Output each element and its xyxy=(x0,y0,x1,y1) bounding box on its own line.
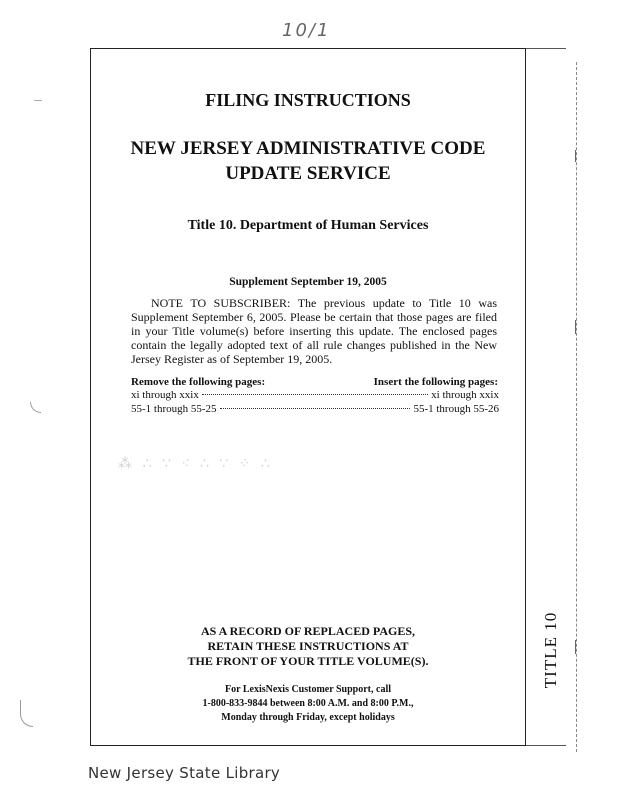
retain-line-3: THE FRONT OF YOUR TITLE VOLUME(S). xyxy=(187,654,429,668)
page-replacement-row xyxy=(131,389,499,403)
remove-range: xi through xxix xyxy=(131,389,199,401)
subscriber-note xyxy=(131,296,497,366)
tab-top-edge xyxy=(526,48,566,49)
remove-range: 55-1 through 55-25 xyxy=(131,403,217,415)
page-replacement-row xyxy=(131,403,499,417)
subscriber-note-text: NOTE TO SUBSCRIBER: The previous update to Title 10 was Supplement September 6, 2005. Please be certain that those pages are filed in your Title volume(s) before inserting this update. The enclosed pages contain the legally adopted text of all rule changes published in the New Jersey Register as of September 19, 2005. xyxy=(131,296,497,366)
retain-line-1: AS A RECORD OF REPLACED PAGES, xyxy=(200,624,416,638)
tab-outer-edge xyxy=(576,62,577,752)
tab-bottom-edge xyxy=(526,745,566,746)
insert-range: xi through xxix xyxy=(431,389,499,401)
library-stamp: New Jersey State Library xyxy=(88,764,281,782)
filing-instructions-heading: FILING INSTRUCTIONS xyxy=(205,90,411,110)
customer-support-info xyxy=(90,683,526,725)
insert-range: 55-1 through 55-26 xyxy=(413,403,499,415)
support-line-3: Monday through Friday, except holidays xyxy=(221,712,395,723)
scan-artifact xyxy=(20,700,33,727)
handwritten-annotation: 10/1 xyxy=(282,20,331,41)
department-title: Title 10. Department of Human Services xyxy=(187,218,429,233)
scan-artifact xyxy=(30,402,41,413)
title-tab-label: TITLE 10 xyxy=(541,611,561,689)
supplement-date: Supplement September 19, 2005 xyxy=(229,276,387,288)
dot-leader xyxy=(220,408,411,409)
retain-line-2: RETAIN THESE INSTRUCTIONS AT xyxy=(207,639,409,653)
support-line-1: For LexisNexis Customer Support, call xyxy=(224,684,391,695)
scan-artifact xyxy=(575,150,576,162)
dot-leader xyxy=(202,394,428,395)
scan-artifact xyxy=(575,320,576,334)
insert-pages-heading: Insert the following pages: xyxy=(373,376,498,388)
remove-pages-heading: Remove the following pages: xyxy=(131,376,266,388)
retain-notice xyxy=(90,624,526,669)
code-title-line-2: UPDATE SERVICE xyxy=(225,163,391,184)
title-tab xyxy=(536,590,566,710)
scan-artifact xyxy=(34,100,42,105)
faint-bleedthrough-marks: ⁂ ∴ ∵ ⁖ ∴ ∵ ⁘ ∴ xyxy=(118,456,273,472)
support-line-2: 1-800-833-9844 between 8:00 A.M. and 8:00 P.M., xyxy=(202,698,414,709)
code-title-line-1: NEW JERSEY ADMINISTRATIVE CODE xyxy=(130,138,486,159)
scan-artifact xyxy=(575,640,576,654)
